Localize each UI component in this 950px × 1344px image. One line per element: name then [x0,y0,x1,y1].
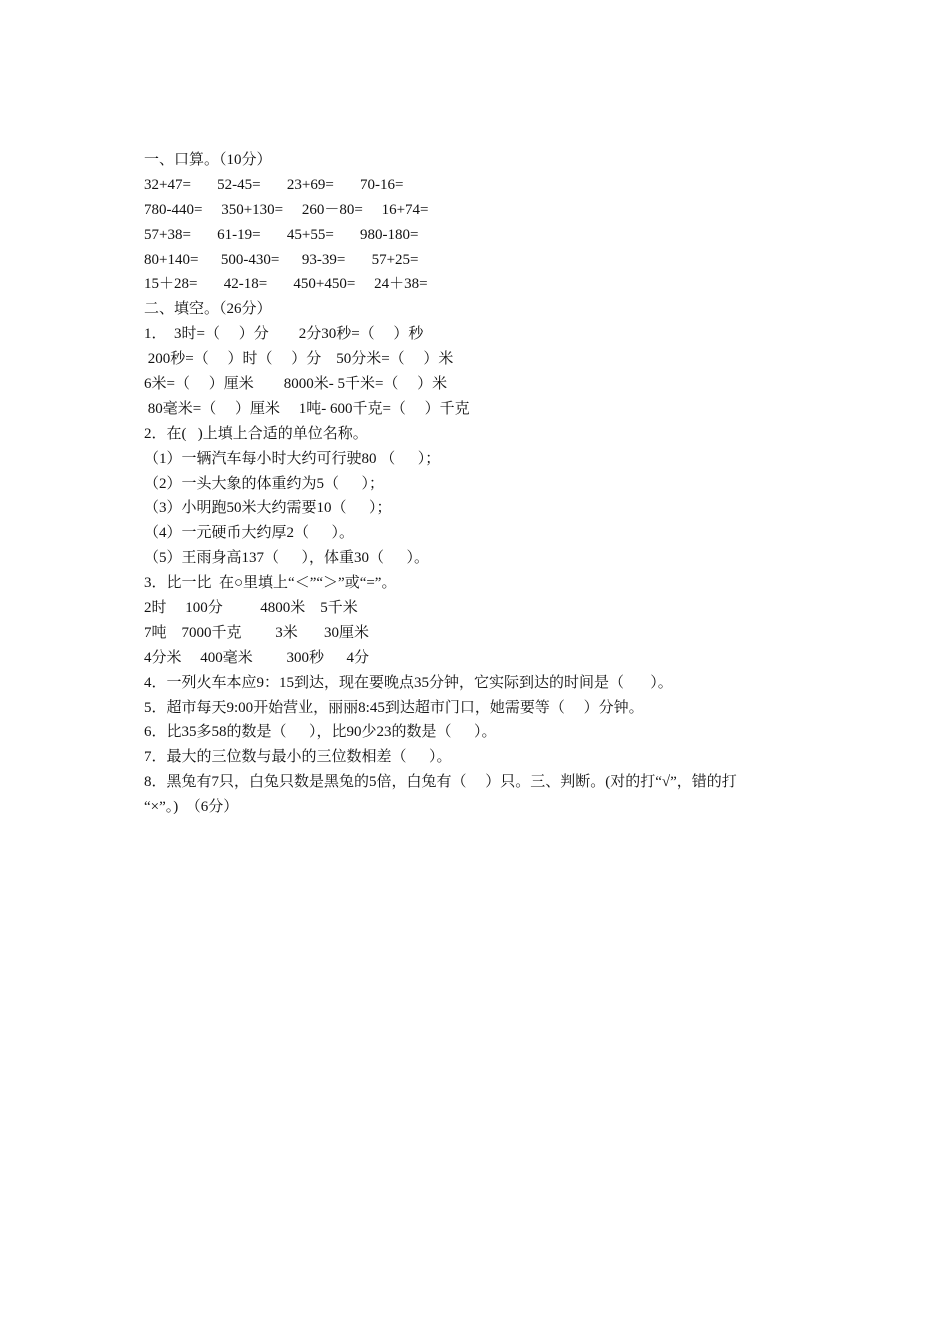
fill-blank-q2-item-3: （3）小明跑50米大约需要10（ ）； [144,500,392,517]
fill-blank-q4: 4．一列火车本应9：15到达，现在要晚点35分钟，它实际到达的时间是（ ）。 [144,674,673,691]
mental-math-row-5: 15＋28= 42-18= 450+450= 24＋38= [144,276,428,293]
mental-math-row-2: 780-440= 350+130= 260－80= 16+74= [144,201,429,218]
mental-math-row-3: 57+38= 61-19= 45+55= 980-180= [144,226,419,243]
mental-math-row-4: 80+140= 500-430= 93-39= 57+25= [144,251,419,268]
fill-blank-q2-item-4: （4）一元硬币大约厚2（ ）。 [144,525,355,542]
compare-row-1: 2时 100分 4800米 5千米 [144,600,358,617]
section-2-heading: 二、填空。（26分） [144,301,272,318]
mental-math-row-1: 32+47= 52-45= 23+69= 70-16= [144,176,404,193]
fill-blank-q1-line-2: 200秒=（ ）时（ ）分 50分米=（ ）米 [144,351,454,368]
fill-blank-q6: 6．比35多58的数是（ ），比90少23的数是（ ）。 [144,724,497,741]
fill-blank-q8: 8．黑兔有7只，白兔只数是黑兔的5倍，白兔有（ ）只。三、判断。(对的打“√”，错的打 [144,774,737,791]
fill-blank-q3-heading: 3．比一比 在○里填上“＜”“＞”或“=”。 [144,575,397,592]
fill-blank-q5: 5．超市每天9:00开始营业，丽丽8:45到达超市门口，她需要等（ ）分钟。 [144,699,644,716]
fill-blank-q1-line-4: 80毫米=（ ）厘米 1吨- 600千克=（ ）千克 [144,400,470,417]
compare-row-3: 4分米 400毫米 300秒 4分 [144,649,370,666]
fill-blank-q1-line-3: 6米=（ ）厘米 8000米- 5千米=（ ）米 [144,376,448,393]
fill-blank-q2-item-1: （1）一辆汽车每小时大约可行驶80 （ ）； [144,450,441,467]
fill-blank-q1-line-1: 1． 3时=（ ）分 2分30秒=（ ）秒 [144,326,424,343]
worksheet-content [144,148,824,820]
section-3-heading-continued: “×”。) （6分） [144,799,239,816]
compare-row-2: 7吨 7000千克 3米 30厘米 [144,624,370,641]
fill-blank-q2-heading: 2．在( )上填上合适的单位名称。 [144,425,368,442]
fill-blank-q2-item-2: （2）一头大象的体重约为5（ ）； [144,475,385,492]
fill-blank-q7: 7．最大的三位数与最小的三位数相差（ ）。 [144,749,452,766]
fill-blank-q2-item-5: （5）王雨身高137（ ），体重30（ ）。 [144,550,430,567]
section-1-heading: 一、口算。（10分） [144,152,272,168]
